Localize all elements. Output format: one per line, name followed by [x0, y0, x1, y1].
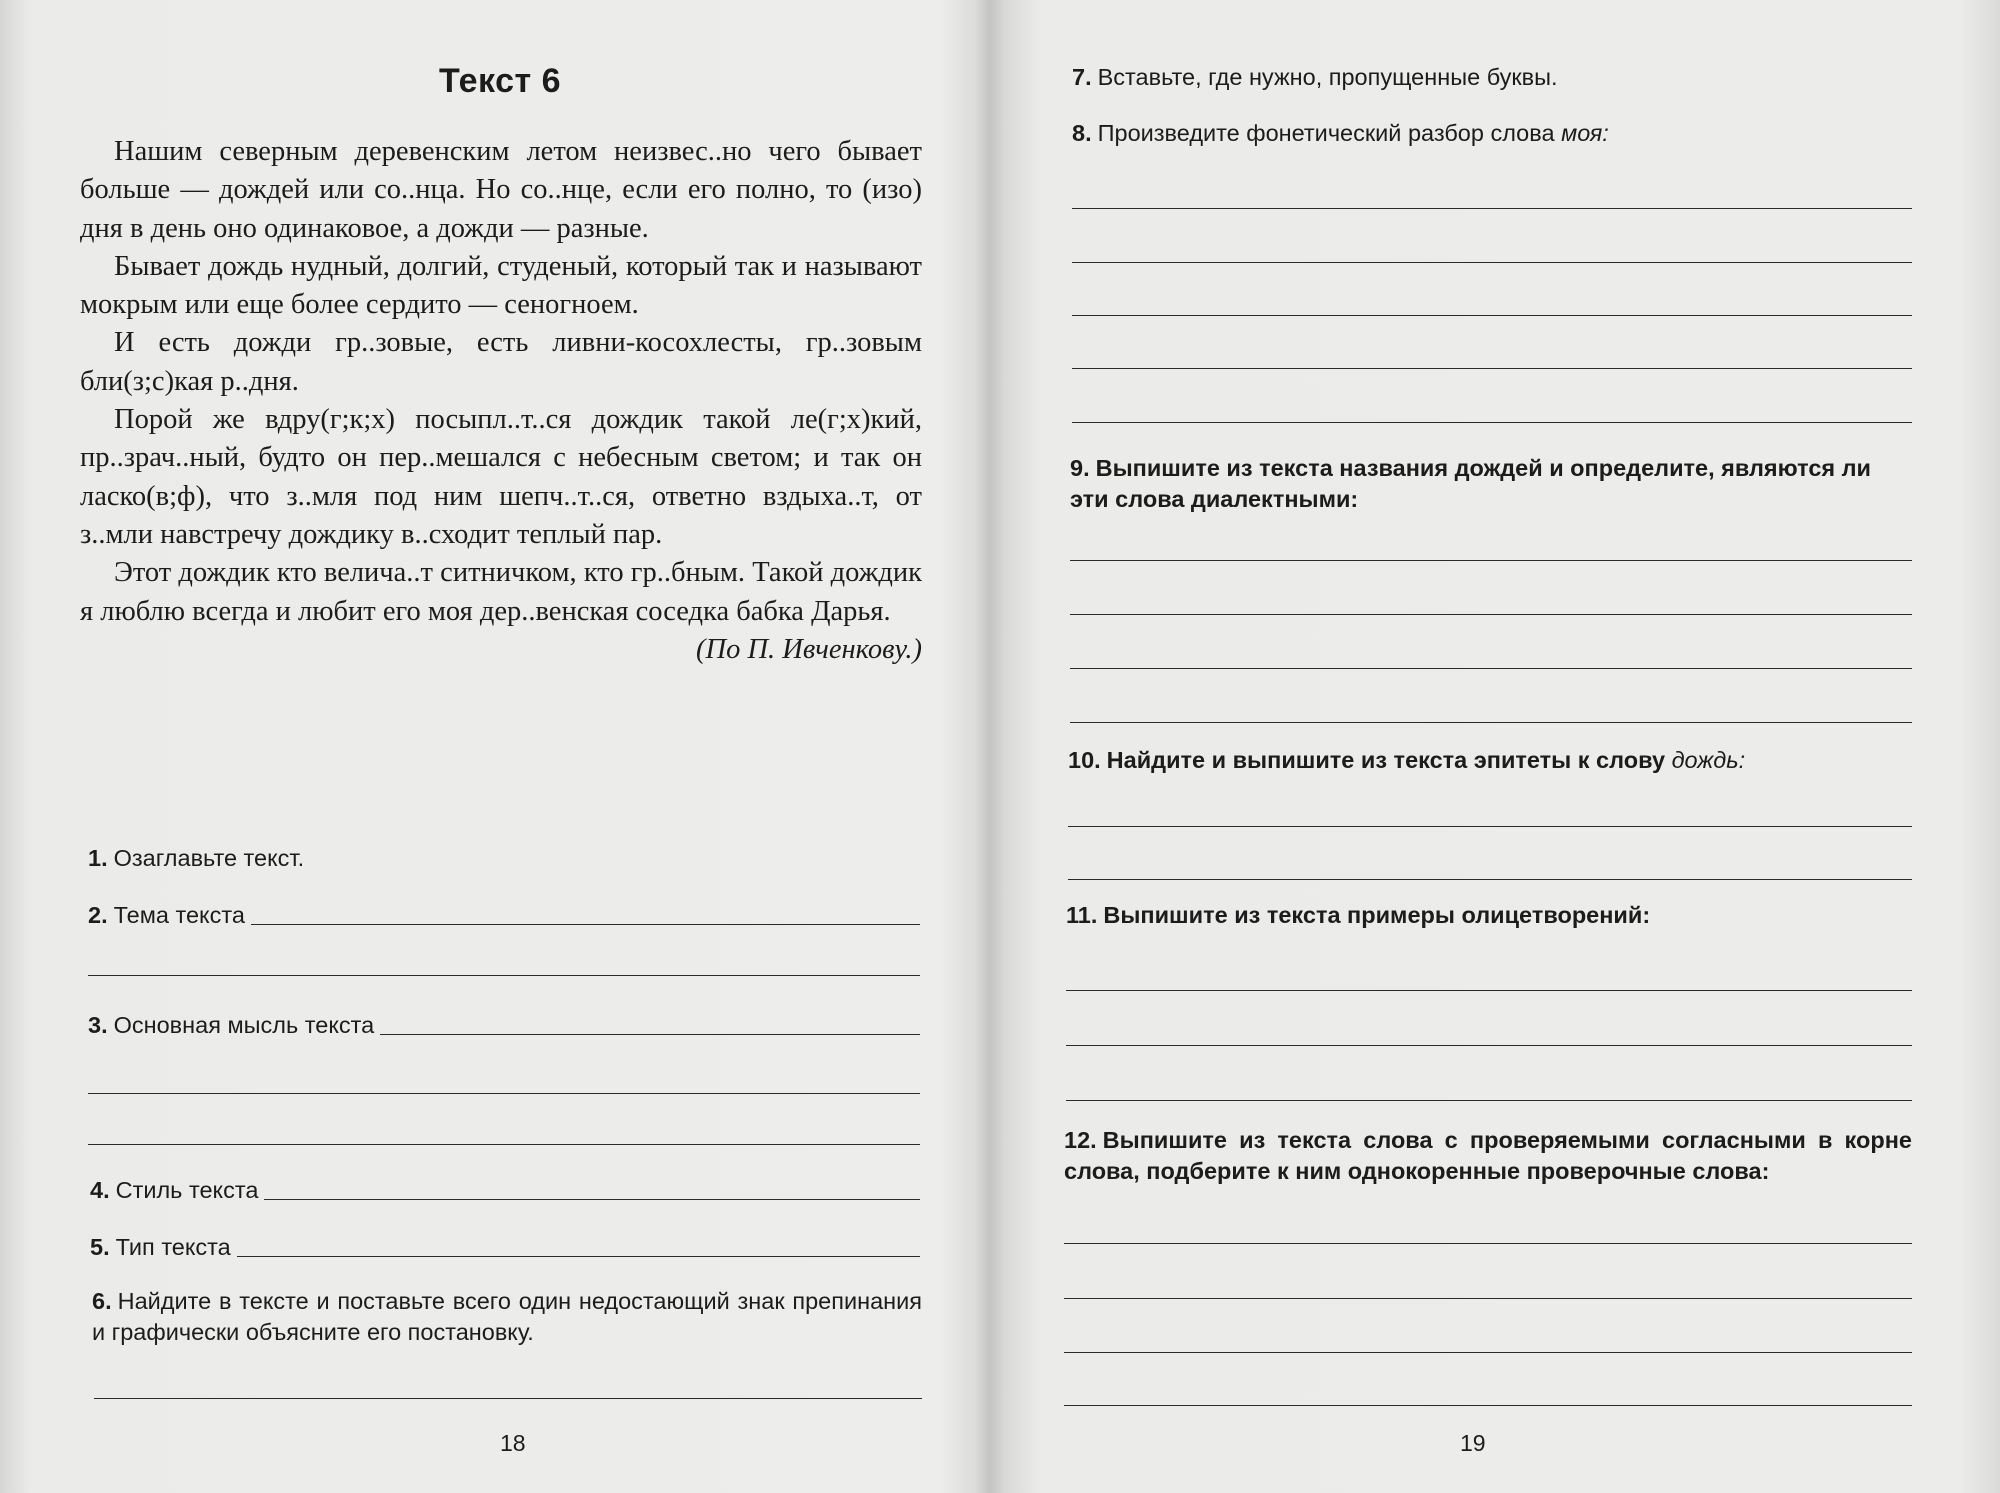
task-label: Тема текста	[113, 902, 245, 928]
answer-line[interactable]	[1066, 1100, 1912, 1101]
page-number: 18	[500, 1430, 526, 1456]
answer-line[interactable]	[1070, 668, 1912, 669]
answer-line[interactable]	[1068, 879, 1912, 880]
task-10	[1068, 745, 1912, 776]
target-word: дождь:	[1671, 747, 1746, 773]
answer-line[interactable]	[1068, 826, 1912, 827]
answer-line[interactable]	[1070, 614, 1912, 615]
answer-line[interactable]	[1064, 1352, 1912, 1353]
task-label: Найдите в тексте и поставьте всего один недостающий знак препинания и графически объясните его постановку.	[92, 1288, 922, 1345]
passage-paragraph: Нашим северным деревенским летом неизвес..но чего бывает больше — дождей или со..нца. Но со..нце, если его полно, то (изо) дня в день оно одинаковое, а дожди — разные.	[80, 136, 922, 244]
answer-line[interactable]	[1064, 1243, 1912, 1244]
answer-line[interactable]	[1064, 1298, 1912, 1299]
passage-paragraph: Этот дождик кто велича..т ситничком, кто гр..бным. Такой дождик я люблю всегда и любит его моя дер..венская соседка бабка Дарья.	[80, 557, 922, 627]
target-word: моя:	[1561, 120, 1609, 146]
task-number: 9.	[1070, 455, 1090, 481]
task-6	[92, 1286, 922, 1348]
task-9	[1070, 453, 1912, 515]
text-title: Текст 6	[439, 62, 561, 100]
task-label: Произведите фонетический разбор слова	[1097, 120, 1562, 146]
answer-line[interactable]	[380, 1033, 920, 1035]
answer-line[interactable]	[1072, 368, 1912, 369]
task-5	[90, 1232, 920, 1263]
task-4	[90, 1175, 920, 1206]
answer-line[interactable]	[88, 1144, 920, 1145]
answer-line[interactable]	[88, 1093, 920, 1094]
author-attribution: (По П. Ивченкову.)	[696, 633, 922, 665]
task-label: Вставьте, где нужно, пропущенные буквы.	[1097, 64, 1558, 90]
task-number: 11.	[1066, 902, 1098, 928]
task-number: 5.	[90, 1234, 110, 1260]
task-number: 10.	[1068, 747, 1101, 773]
answer-line[interactable]	[1066, 1045, 1912, 1046]
task-label: Озаглавьте текст.	[113, 845, 305, 871]
task-number: 3.	[88, 1012, 108, 1038]
right-page	[1060, 0, 1920, 1493]
reading-passage	[80, 133, 922, 669]
page-number: 19	[1460, 1430, 1486, 1456]
passage-paragraph: И есть дожди гр..зовые, есть ливни-косохлесты, гр..зовым бли(з;с)кая р..дня.	[80, 327, 922, 397]
answer-line[interactable]	[1072, 262, 1912, 263]
task-label: Стиль текста	[115, 1177, 259, 1203]
left-page	[80, 0, 930, 1493]
task-11	[1066, 900, 1912, 931]
task-label: Выпишите из текста примеры олицетворений:	[1103, 902, 1651, 928]
task-8	[1072, 118, 1912, 149]
task-number: 12.	[1064, 1127, 1097, 1153]
task-label: Тип текста	[115, 1234, 231, 1260]
task-number: 1.	[88, 845, 108, 871]
task-12	[1064, 1125, 1912, 1187]
task-2	[88, 900, 920, 931]
answer-line[interactable]	[94, 1398, 922, 1399]
answer-line[interactable]	[1070, 560, 1912, 561]
task-number: 8.	[1072, 120, 1092, 146]
task-7	[1072, 62, 1912, 93]
answer-line[interactable]	[1072, 208, 1912, 209]
task-label: Выпишите из текста названия дождей и определите, являются ли эти слова диалектными:	[1070, 455, 1872, 512]
answer-line[interactable]	[237, 1255, 920, 1257]
answer-line[interactable]	[1066, 990, 1912, 991]
task-label: Выпишите из текста слова с проверяемыми согласными в корне слова, подберите к ним однокоренные проверочные слова:	[1064, 1127, 1912, 1184]
answer-line[interactable]	[88, 975, 920, 976]
task-number: 2.	[88, 902, 108, 928]
answer-line[interactable]	[1072, 422, 1912, 423]
task-label: Найдите и выпишите из текста эпитеты к слову	[1106, 747, 1672, 773]
answer-line[interactable]	[251, 923, 920, 925]
answer-line[interactable]	[1064, 1405, 1912, 1406]
task-1	[88, 843, 920, 874]
passage-paragraph: Бывает дождь нудный, долгий, студеный, который так и называют мокрым или еще более сердито — сеногноем.	[80, 250, 922, 321]
task-number: 7.	[1072, 64, 1092, 90]
answer-line[interactable]	[1072, 315, 1912, 316]
task-3	[88, 1010, 920, 1041]
task-label: Основная мысль текста	[113, 1012, 375, 1038]
answer-line[interactable]	[1070, 722, 1912, 723]
task-number: 4.	[90, 1177, 110, 1203]
task-number: 6.	[92, 1288, 112, 1314]
answer-line[interactable]	[264, 1198, 920, 1200]
passage-paragraph: Порой же вдру(г;к;х) посыпл..т..ся дождик такой ле(г;х)кий, пр..зрач..ный, будто он пер..мешался с небесным светом; и так он ласко(в;ф), что з..мля под ним шепч..т..ся, ответно вздыха..т, от з..мли навстречу дождику в..сходит теплый пар.	[80, 404, 922, 550]
